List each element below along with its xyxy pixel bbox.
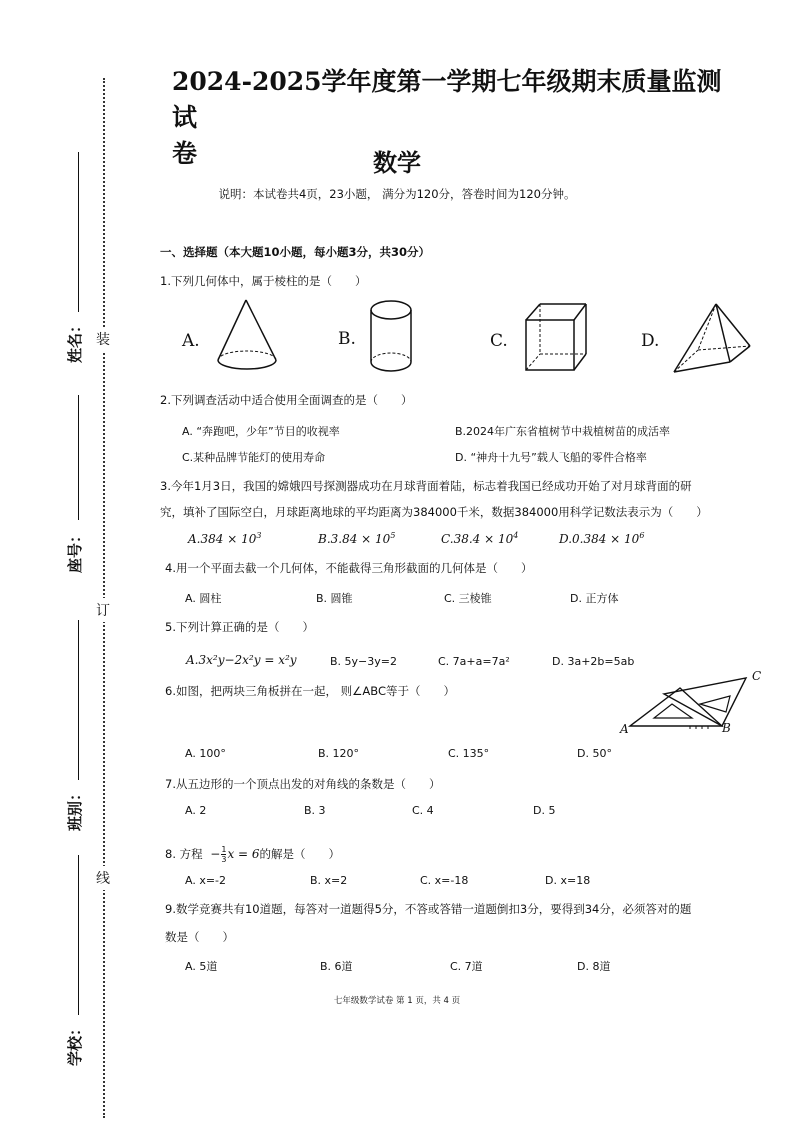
q6-stem: 6.如图，把两块三角板拼在一起， 则∠ABC等于（ ） <box>165 684 456 698</box>
page-footer: 七年级数学试卷 第 1 页，共 4 页 <box>333 996 461 1006</box>
exam-no-underline <box>78 395 79 520</box>
q8-option-d: D. x=18 <box>545 874 591 887</box>
q4-option-a: A. 圆柱 <box>185 592 222 605</box>
exam-title-line1: 2024-2025学年度第一学期七年级期末质量监测试 <box>172 67 722 132</box>
q5-option-c: C. 7a+a=7a² <box>438 655 510 668</box>
q8-fraction-numerator: 1 <box>221 845 227 854</box>
q2-stem: 2.下列调查活动中适合使用全面调查的是（ ） <box>160 393 413 407</box>
name-label: 姓名： <box>66 317 85 364</box>
q7-option-a: A. 2 <box>185 804 207 817</box>
q8-stem-suffix: 的解是（ ） <box>259 847 341 861</box>
q8-option-b: B. x=2 <box>310 874 348 887</box>
q9-stem-line2: 数是（ ） <box>165 930 234 944</box>
q3-option-c-exp: 4 <box>513 531 519 540</box>
binding-char-ding: 订 <box>96 598 110 622</box>
q3-stem-line1: 3.今年1月3日，我国的嫦娥四号探测器成功在月球背面着陆，标志着我国已经成功开始了对月球背面的研 <box>160 479 692 493</box>
q2-option-b: B.2024年广东省植树节中栽植树苗的成活率 <box>455 425 671 438</box>
q3-option-d-base: D.0.384 × 10 <box>559 532 640 546</box>
q7-option-c: C. 4 <box>412 804 434 817</box>
q5-stem: 5.下列计算正确的是（ ） <box>165 620 314 634</box>
q7-stem: 7.从五边形的一个顶点出发的对角线的条数是（ ） <box>165 777 441 791</box>
q8-stem-prefix: 8. 方程 <box>165 847 203 861</box>
q9-option-d: D. 8道 <box>577 960 611 973</box>
q3-option-b-exp: 5 <box>390 531 396 540</box>
q1-option-b-label: B. <box>338 329 356 349</box>
class-underline <box>78 620 79 780</box>
cone-icon <box>212 298 282 378</box>
q3-option-a-exp: 3 <box>256 531 262 540</box>
q2-option-d: D. “神舟十九号”载人飞船的零件合格率 <box>455 451 647 464</box>
q8-fraction <box>221 845 226 864</box>
q3-option-b <box>318 531 395 546</box>
cylinder-icon <box>368 298 418 378</box>
q6-figure-label-a: A <box>620 722 629 736</box>
q6-option-c: C. 135° <box>448 747 490 760</box>
q2-option-a: A. “奔跑吧，少年”节目的收视率 <box>182 425 340 438</box>
q3-option-d-exp: 6 <box>639 531 645 540</box>
q8-option-c: C. x=-18 <box>420 874 469 887</box>
q7-option-b: B. 3 <box>304 804 326 817</box>
q4-option-c: C. 三棱锥 <box>444 592 492 605</box>
pyramid-icon <box>670 300 754 376</box>
q5-option-d: D. 3a+2b=5ab <box>552 655 635 668</box>
subject-title: 数学 <box>373 148 421 177</box>
q1-option-d-label: D. <box>641 331 660 351</box>
binding-char-zhuang: 装 <box>96 327 110 351</box>
q3-option-a <box>188 531 261 546</box>
q9-stem-line1: 9.数学竞赛共有10道题，每答对一道题得5分，不答或答错一道题倒扣3分，要得到34分，必须答对的题 <box>165 902 692 916</box>
q5-option-a: A.3x²y−2x²y = x²y <box>186 653 297 667</box>
q8-option-a: A. x=-2 <box>185 874 227 887</box>
q5-option-b: B. 5y−3y=2 <box>330 655 397 668</box>
q1-option-c-label: C. <box>490 331 508 351</box>
binding-char-xian: 线 <box>96 866 110 890</box>
q2-option-c: C.某种品牌节能灯的使用寿命 <box>182 451 326 464</box>
q9-option-c: C. 7道 <box>450 960 483 973</box>
q3-option-c-base: C.38.4 × 10 <box>441 532 514 546</box>
q4-option-d: D. 正方体 <box>570 592 619 605</box>
q9-option-a: A. 5道 <box>185 960 218 973</box>
q3-option-d <box>559 531 644 546</box>
section-heading: 一、选择题（本大题10小题，每小题3分，共30分） <box>160 245 431 259</box>
q9-option-b: B. 6道 <box>320 960 353 973</box>
q3-option-c <box>441 531 518 546</box>
q4-option-b: B. 圆锥 <box>316 592 353 605</box>
q6-option-a: A. 100° <box>185 747 226 760</box>
q3-option-b-base: B.3.84 × 10 <box>318 532 391 546</box>
q1-stem: 1.下列几何体中，属于棱柱的是（ ） <box>160 274 367 288</box>
q6-figure-label-c: C <box>752 669 762 683</box>
q8-fraction-denominator: 3 <box>221 855 227 864</box>
q7-option-d: D. 5 <box>533 804 556 817</box>
school-label: 学校： <box>66 1020 85 1067</box>
q3-stem-line2: 究，填补了国际空白，月球距离地球的平均距离为384000千米，数据384000用科学记数法表示为（ ） <box>160 505 708 519</box>
exam-instructions: 说明：本试卷共4页，23小题， 满分为120分，答卷时间为120分钟。 <box>218 187 576 201</box>
exam-title-line2: 卷 <box>172 139 198 168</box>
class-label: 班别： <box>66 785 85 832</box>
exam-no-label: 座号： <box>66 527 85 574</box>
q8-minus-sign: − <box>210 847 221 861</box>
school-underline <box>78 855 79 1015</box>
q3-option-a-base: A.384 × 10 <box>188 532 257 546</box>
q6-figure-label-b: B <box>722 721 731 735</box>
cube-icon <box>520 300 592 376</box>
triangle-rulers-figure <box>620 668 770 742</box>
q1-option-a-label: A. <box>182 331 200 351</box>
q8-stem <box>165 845 340 864</box>
q8-equation-rhs: x = 6 <box>227 847 260 861</box>
q4-stem: 4.用一个平面去截一个几何体，不能截得三角形截面的几何体是（ ） <box>165 561 533 575</box>
q6-option-b: B. 120° <box>318 747 360 760</box>
q6-option-d: D. 50° <box>577 747 612 760</box>
